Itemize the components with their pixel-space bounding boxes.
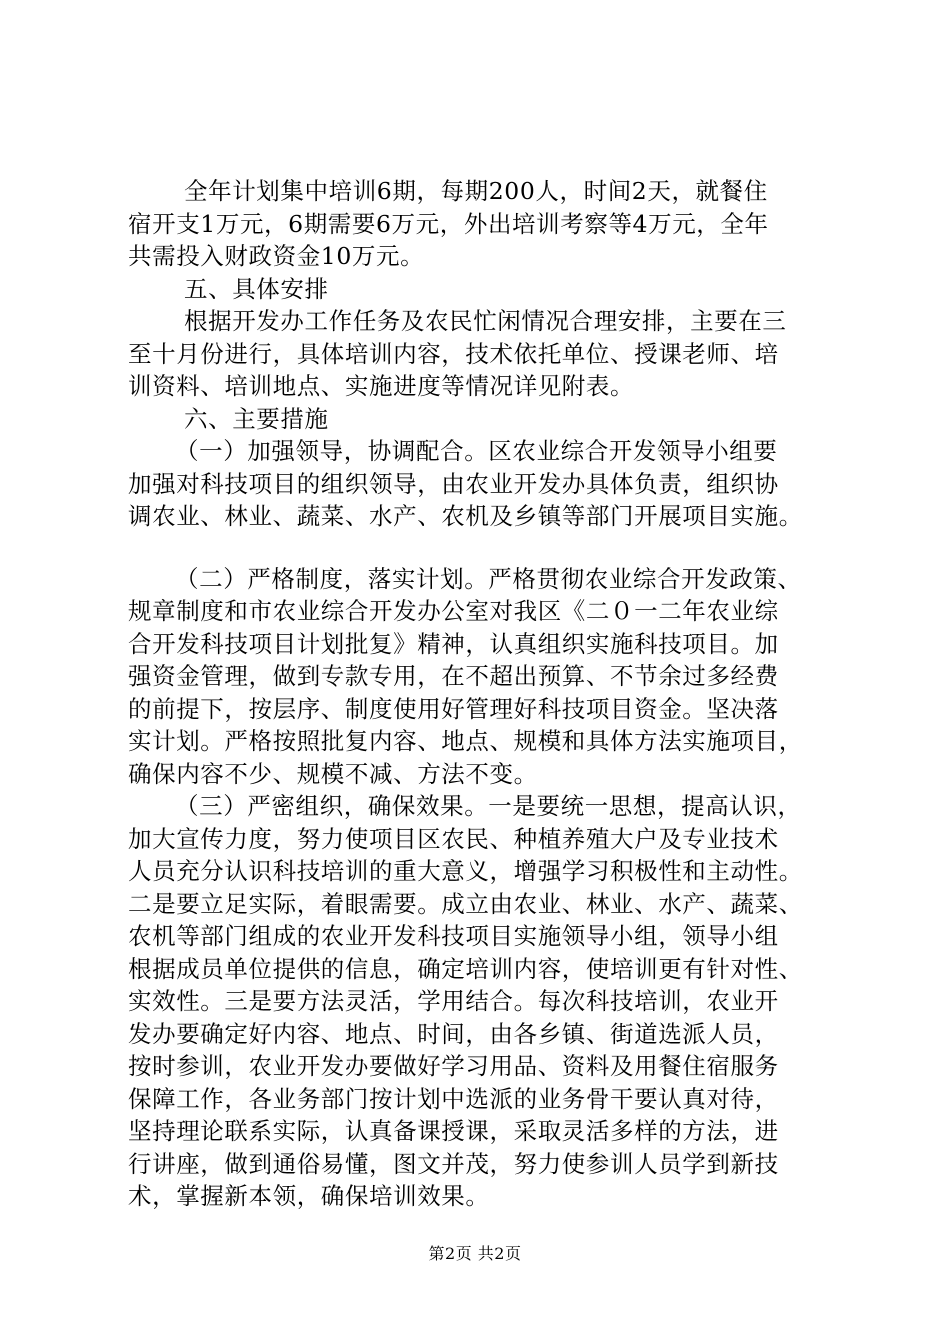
paragraph-line: 确保内容不少、规模不减、方法不变。 [128, 759, 538, 788]
paragraph-line: 的前提下，按层序、制度使用好管理好科技项目资金。坚决落 [128, 694, 779, 723]
paragraph-line: 共需投入财政资金10万元。 [128, 242, 425, 270]
section-heading: 六、主要措施 [184, 404, 329, 433]
paragraph-line: 二是要立足实际，着眼需要。成立由农业、林业、水产、蔬菜、 [128, 889, 803, 918]
paragraph-line: （二）严格制度，落实计划。严格贯彻农业综合开发政策、 [175, 564, 802, 593]
paragraph-line: 术，掌握新本领，确保培训效果。 [128, 1182, 490, 1210]
paragraph-line: 按时参训，农业开发办要做好学习用品、资料及用餐住宿服务 [128, 1052, 779, 1080]
paragraph-line: 坚持理论联系实际，认真备课授课，采取灵活多样的方法，进 [128, 1117, 779, 1145]
paragraph-spacer [128, 533, 840, 563]
paragraph-line: 至十月份进行，具体培训内容，技术依托单位、授课老师、培 [128, 339, 779, 368]
section-heading: 五、具体安排 [184, 274, 329, 303]
paragraph-line: 调农业、林业、蔬菜、水产、农机及乡镇等部门开展项目实施。 [128, 502, 803, 530]
paragraph-line: 根据成员单位提供的信息，确定培训内容，使培训更有针对性、 [128, 954, 803, 983]
paragraph-line: 发办要确定好内容、地点、时间，由各乡镇、街道选派人员， [128, 1019, 779, 1048]
paragraph-line: 强资金管理，做到专款专用，在不超出预算、不节余过多经费 [128, 662, 779, 690]
paragraph-line: 行讲座，做到通俗易懂，图文并茂，努力使参训人员学到新技 [128, 1149, 779, 1178]
paragraph-line: 保障工作，各业务部门按计划中选派的业务骨干要认真对待， [128, 1084, 779, 1113]
paragraph-line: 全年计划集中培训6期，每期200人，时间2天，就餐住 [184, 177, 768, 205]
paragraph-line: 加大宣传力度，努力使项目区农民、种植养殖大户及专业技术 [128, 824, 779, 853]
paragraph-line: 根据开发办工作任务及农民忙闲情况合理安排，主要在三 [184, 307, 787, 335]
paragraph-line: 人员充分认识科技培训的重大意义，增强学习积极性和主动性。 [128, 857, 803, 885]
paragraph-line: （三）严密组织，确保效果。一是要统一思想，提高认识， [175, 792, 802, 820]
paragraph-line: 实计划。严格按照批复内容、地点、规模和具体方法实施项目， [128, 727, 803, 755]
paragraph-line: 宿开支1万元，6期需要6万元，外出培训考察等4万元，全年 [128, 209, 769, 238]
paragraph-line: （一）加强领导，协调配合。区农业综合开发领导小组要 [175, 437, 778, 465]
paragraph-line: 规章制度和市农业综合开发办公室对我区《二０一二年农业综 [128, 597, 779, 625]
document-body [128, 175, 840, 1213]
page-number: 第2页 共2页 [428, 1244, 522, 1263]
paragraph-line: 加强对科技项目的组织领导，由农业开发办具体负责，组织协 [128, 469, 779, 498]
paragraph-line: 农机等部门组成的农业开发科技项目实施领导小组，领导小组 [128, 922, 779, 950]
paragraph-line: 训资料、培训地点、实施进度等情况详见附表。 [128, 372, 635, 400]
paragraph-line: 实效性。三是要方法灵活，学用结合。每次科技培训，农业开 [128, 987, 779, 1015]
page-footer [0, 1244, 950, 1264]
paragraph-line: 合开发科技项目计划批复》精神，认真组织实施科技项目。加 [128, 629, 779, 658]
